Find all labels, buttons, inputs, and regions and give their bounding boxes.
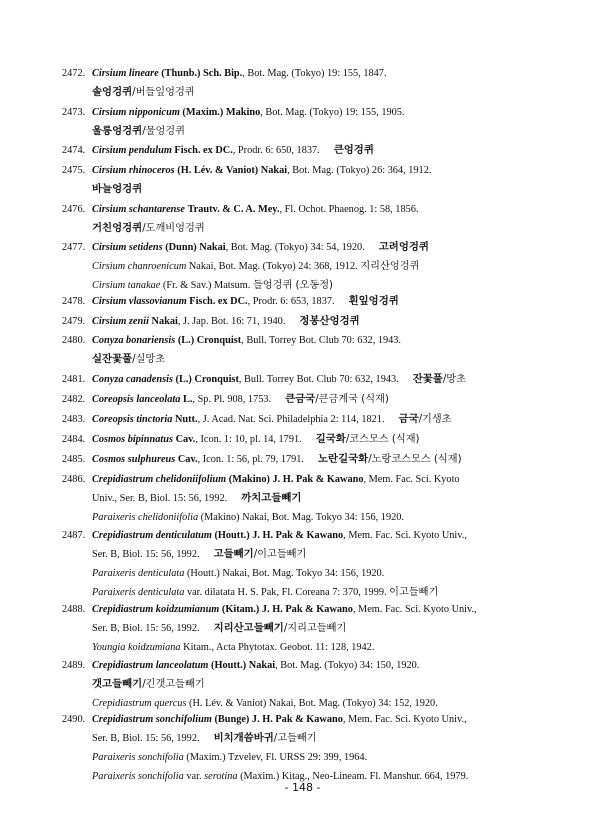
scientific-name: Cirsium rhinoceros bbox=[92, 165, 175, 176]
korean-name: /이고들빼기 bbox=[253, 549, 307, 560]
entry bbox=[62, 526, 562, 602]
korean-name-bold: 노란길국화 bbox=[318, 453, 369, 465]
scientific-name: Cirsium vlassovianum bbox=[92, 296, 187, 307]
entry bbox=[62, 200, 562, 238]
synonym-name: Paraixeris denticulata bbox=[92, 587, 185, 598]
korean-name: /큰금계국 (식재) bbox=[315, 394, 389, 405]
citation-text: (Maxim.) Kitag., Neo-Lineam. Fl. Manshur. 664, 1979. bbox=[237, 771, 469, 782]
author: Nutt. bbox=[174, 414, 198, 425]
entry-line bbox=[92, 526, 562, 545]
scientific-name: Cirsium lineare bbox=[92, 68, 159, 79]
synonym-name: Crepidiastrum quercus bbox=[92, 698, 187, 709]
citation-text: (Maxim.) Tzvelev, Fl. URSS 29: 399, 1964. bbox=[183, 752, 368, 763]
korean-name-bold: 고들빼기 bbox=[213, 548, 254, 560]
synonym-name: Paraixeris sonchifolia bbox=[92, 771, 184, 782]
citation-text: , J. Jap. Bot. 16: 71, 1940. bbox=[177, 316, 286, 327]
author: (Bunge) J. H. Pak & Kawano bbox=[214, 714, 343, 725]
author: Cav. bbox=[175, 434, 196, 445]
citation-text: , Bot. Mag. (Tokyo) 26: 364, 1912. bbox=[287, 165, 432, 176]
entry-number: 2475. bbox=[62, 165, 86, 176]
korean-name: /도깨비엉겅퀴 bbox=[142, 223, 205, 234]
entry-number: 2476. bbox=[62, 204, 86, 215]
author: Fisch. ex DC. bbox=[174, 145, 233, 156]
entry-line bbox=[92, 489, 562, 508]
entry-line bbox=[92, 564, 562, 583]
author: L. bbox=[182, 394, 193, 405]
citation-text: , Fl. Ochot. Phaenog. 1: 58, 1856. bbox=[279, 204, 419, 215]
entry-number: 2487. bbox=[62, 530, 86, 541]
citation-text: , Bull. Torrey Bot. Club 70: 632, 1943. bbox=[241, 335, 402, 346]
citation-text: , Mem. Fac. Sci. Kyoto Univ., bbox=[343, 530, 467, 541]
entry-line bbox=[92, 390, 562, 409]
citation-text: (Fr. & Sav.) Matsum. bbox=[160, 280, 253, 291]
entry bbox=[62, 470, 562, 527]
citation-text: Kitam., Acta Phytotax. Geobot. 11: 128, 1942. bbox=[180, 642, 375, 653]
entry-line bbox=[92, 410, 562, 429]
korean-name-bold: 큰금국 bbox=[285, 393, 316, 405]
entry-number: 2482. bbox=[62, 394, 86, 405]
entry-line bbox=[92, 200, 562, 219]
citation-text: var. dilatata H. S. Pak, Fl. Coreana 7: 370, 1999. bbox=[184, 587, 390, 598]
entry bbox=[62, 656, 562, 713]
scientific-name: Crepidiastrum koidzumianum bbox=[92, 604, 220, 615]
citation-text: , Sp. Pl. 908, 1753. bbox=[192, 394, 272, 405]
entry-line bbox=[92, 64, 562, 83]
korean-name-bold: 흰잎엉겅퀴 bbox=[348, 295, 399, 307]
korean-name: /노랑코스모스 (식재) bbox=[368, 454, 462, 465]
entry-line bbox=[92, 450, 562, 469]
citation-text: Univ., Ser. B, Biol. 15: 56, 1992. bbox=[92, 493, 228, 504]
scientific-name: Cirsium setidens bbox=[92, 242, 163, 253]
citation-text: , Bot. Mag. (Tokyo) 34: 54, 1920. bbox=[225, 242, 365, 253]
korean-name-bold: 솔엉겅퀴 bbox=[92, 86, 133, 98]
entry bbox=[62, 331, 562, 369]
citation-text: , Bot. Mag. (Tokyo) 34: 150, 1920. bbox=[275, 660, 420, 671]
scientific-name: Crepidiastrum denticulatum bbox=[92, 530, 212, 541]
synonym-name: serotina bbox=[204, 771, 238, 782]
entry bbox=[62, 600, 562, 657]
entry-line bbox=[92, 370, 562, 389]
korean-name: /기생초 bbox=[418, 414, 452, 425]
entry-line bbox=[92, 656, 562, 675]
korean-name: /코스모스 (식재) bbox=[345, 434, 420, 445]
entry-number: 2472. bbox=[62, 68, 86, 79]
entry-line bbox=[92, 122, 562, 141]
author: (H. Lév. & Vaniot) Nakai bbox=[177, 165, 288, 176]
citation-text: , Prodr. 6: 653, 1837. bbox=[247, 296, 335, 307]
entry-number: 2483. bbox=[62, 414, 86, 425]
korean-name-bold: 금국 bbox=[398, 413, 419, 425]
scientific-name: Conyza bonariensis bbox=[92, 335, 176, 346]
entry-number: 2477. bbox=[62, 242, 86, 253]
author: (L.) Cronquist bbox=[177, 335, 242, 346]
korean-name-bold: 울릉엉겅퀴 bbox=[92, 125, 143, 137]
scientific-name: Conyza canadensis bbox=[92, 374, 173, 385]
scientific-name: Cirsium nipponicum bbox=[92, 107, 180, 118]
korean-name-bold: 큰엉겅퀴 bbox=[333, 144, 374, 156]
citation-text: var. bbox=[183, 771, 205, 782]
entry-line bbox=[92, 257, 562, 276]
entry bbox=[62, 430, 562, 449]
entry-line bbox=[92, 350, 562, 369]
entry-number: 2473. bbox=[62, 107, 86, 118]
citation-text: , J. Acad. Nat. Sci. Philadelphia 2: 114, 1821. bbox=[197, 414, 385, 425]
scientific-name: Crepidiastrum sonchifolium bbox=[92, 714, 212, 725]
author: (Dunn) Nakai bbox=[165, 242, 226, 253]
entry-line bbox=[92, 748, 562, 767]
scientific-name: Cirsium pendulum bbox=[92, 145, 172, 156]
entry-line bbox=[92, 180, 562, 199]
korean-name-bold: 까치고들빼기 bbox=[241, 492, 302, 504]
scientific-name: Coreopsis lanceolata bbox=[92, 394, 181, 405]
entry-number: 2484. bbox=[62, 434, 86, 445]
korean-name-bold: 비치개씀바귀 bbox=[213, 732, 274, 744]
korean-name: /지리고들빼기 bbox=[283, 623, 347, 634]
entry-line bbox=[92, 103, 562, 122]
author: (Thunb.) Sch. Bip. bbox=[161, 68, 243, 79]
author: Trautv. & C. A. Mey. bbox=[187, 204, 280, 215]
entry bbox=[62, 410, 562, 429]
entry-number: 2480. bbox=[62, 335, 86, 346]
korean-name: 들엉겅퀴 (오동정) bbox=[252, 280, 334, 291]
korean-name-bold: 길국화 bbox=[315, 433, 346, 445]
entry-line bbox=[92, 161, 562, 180]
entry-line bbox=[92, 312, 562, 331]
scientific-name: Cirsium schantarense bbox=[92, 204, 185, 215]
korean-name: 이고들빼기 bbox=[389, 587, 439, 598]
author: Nakai bbox=[151, 316, 178, 327]
synonym-name: Paraixeris sonchifolia bbox=[92, 752, 184, 763]
entry bbox=[62, 292, 562, 311]
author: Cav. bbox=[177, 454, 198, 465]
entry-line bbox=[92, 292, 562, 311]
citation-text: (Houtt.) Nakai, Bot. Mag. Tokyo 34: 156, 1920. bbox=[184, 568, 385, 579]
author: (Houtt.) Nakai bbox=[211, 660, 276, 671]
citation-text: , Icon. 1: 56, pl. 79, 1791. bbox=[197, 454, 305, 465]
author: (Houtt.) J. H. Pak & Kawano bbox=[214, 530, 344, 541]
author: Fisch. ex DC. bbox=[189, 296, 248, 307]
author: (Kitam.) J. H. Pak & Kawano bbox=[221, 604, 353, 615]
scientific-name: Coreopsis tinctoria bbox=[92, 414, 173, 425]
entry-number: 2485. bbox=[62, 454, 86, 465]
entry bbox=[62, 103, 562, 141]
korean-name: /고들빼기 bbox=[273, 733, 317, 744]
citation-text: , Bull. Torrey Bot. Club 70: 632, 1943. bbox=[238, 374, 399, 385]
korean-name: 지리산엉겅퀴 bbox=[360, 261, 420, 272]
citation-text: (H. Lév. & Vaniot) Nakai, Bot. Mag. (Tokyo) 34: 152, 1920. bbox=[186, 698, 438, 709]
korean-name: /망초 bbox=[442, 374, 466, 385]
citation-text: , Mem. Fac. Sci. Kyoto Univ., bbox=[342, 714, 467, 725]
synonym-name: Paraixeris denticulata bbox=[92, 568, 185, 579]
entry-line bbox=[92, 430, 562, 449]
scientific-name: Cosmos bipinnatus bbox=[92, 434, 173, 445]
entry-line bbox=[92, 238, 562, 257]
entry bbox=[62, 312, 562, 331]
citation-text: , Bot. Mag. (Tokyo) 19: 155, 1905. bbox=[260, 107, 405, 118]
entry-line bbox=[92, 470, 562, 489]
entry-line bbox=[92, 545, 562, 564]
korean-name-bold: 거친엉겅퀴 bbox=[92, 222, 143, 234]
scientific-name: Cirsium zenii bbox=[92, 316, 149, 327]
korean-name-bold: 정봉산엉겅퀴 bbox=[299, 315, 360, 327]
citation-text: (Makino) Nakai, Bot. Mag. Tokyo 34: 156, 1920. bbox=[198, 512, 404, 523]
citation-text: , Prodr. 6: 650, 1837. bbox=[232, 145, 320, 156]
citation-text: , Icon. 1: 10, pl. 14, 1791. bbox=[195, 434, 302, 445]
entry-number: 2481. bbox=[62, 374, 86, 385]
author: (Makino) J. H. Pak & Kawano bbox=[228, 474, 364, 485]
citation-text: Ser. B, Biol. 15: 56, 1992. bbox=[92, 733, 200, 744]
entry bbox=[62, 370, 562, 389]
author: (Maxim.) Makino bbox=[182, 107, 261, 118]
korean-name-bold: 지리산고들빼기 bbox=[213, 622, 284, 634]
entry-line bbox=[92, 710, 562, 729]
scientific-name: Cosmos sulphureus bbox=[92, 454, 176, 465]
entry-number: 2478. bbox=[62, 296, 86, 307]
citation-text: , Bot. Mag. (Tokyo) 19: 155, 1847. bbox=[242, 68, 387, 79]
entry bbox=[62, 64, 562, 102]
korean-name-bold: 고려엉겅퀴 bbox=[378, 241, 429, 253]
entry-number: 2489. bbox=[62, 660, 86, 671]
entry-number: 2474. bbox=[62, 145, 86, 156]
entry bbox=[62, 450, 562, 469]
entry-line bbox=[92, 219, 562, 238]
entry-line bbox=[92, 141, 562, 160]
entry-line bbox=[92, 600, 562, 619]
synonym-name: Cirsium tanakae bbox=[92, 280, 161, 291]
author: (L.) Cronquist bbox=[175, 374, 239, 385]
korean-name: /물엉겅퀴 bbox=[142, 126, 185, 137]
entry-number: 2479. bbox=[62, 316, 86, 327]
entry-line bbox=[92, 638, 562, 657]
citation-text: , Mem. Fac. Sci. Kyoto Univ., bbox=[352, 604, 477, 615]
entry bbox=[62, 238, 562, 295]
korean-name-bold: 바늘엉겅퀴 bbox=[92, 183, 143, 195]
entry bbox=[62, 161, 562, 199]
citation-text: Ser. B, Biol. 15: 56, 1992. bbox=[92, 549, 200, 560]
synonym-name: Paraixeris chelidoniifolia bbox=[92, 512, 199, 523]
scientific-name: Crepidiastrum chelidoniifolium bbox=[92, 474, 227, 485]
korean-name-bold: 실잔꽃풀 bbox=[92, 353, 133, 365]
korean-name-bold: 잔꽃풀 bbox=[412, 373, 443, 385]
scientific-name: Crepidiastrum lanceolatum bbox=[92, 660, 209, 671]
korean-name: /긴갯고들빼기 bbox=[142, 679, 205, 690]
entry bbox=[62, 390, 562, 409]
entry-line bbox=[92, 675, 562, 694]
entry-number: 2490. bbox=[62, 714, 86, 725]
citation-text: Ser. B, Biol. 15: 56, 1992. bbox=[92, 623, 200, 634]
entry bbox=[62, 141, 562, 160]
korean-name-bold: 갯고들빼기 bbox=[92, 678, 143, 690]
synonym-name: Youngia koidzumiana bbox=[92, 642, 181, 653]
entry-number: 2488. bbox=[62, 604, 86, 615]
korean-name: /버들잎엉겅퀴 bbox=[132, 87, 195, 98]
entry-line bbox=[92, 331, 562, 350]
entry-line bbox=[92, 619, 562, 638]
entry-line bbox=[92, 508, 562, 527]
entry-number: 2486. bbox=[62, 474, 86, 485]
citation-text: Nakai, Bot. Mag. (Tokyo) 24: 368, 1912. bbox=[186, 261, 361, 272]
entry bbox=[62, 710, 562, 786]
page-number: - 148 - bbox=[284, 781, 321, 794]
entry-line bbox=[92, 83, 562, 102]
entry-line bbox=[92, 729, 562, 748]
korean-name: /실망초 bbox=[132, 354, 166, 365]
citation-text: , Mem. Fac. Sci. Kyoto bbox=[363, 474, 460, 485]
synonym-name: Cirsium chanroenicum bbox=[92, 261, 187, 272]
